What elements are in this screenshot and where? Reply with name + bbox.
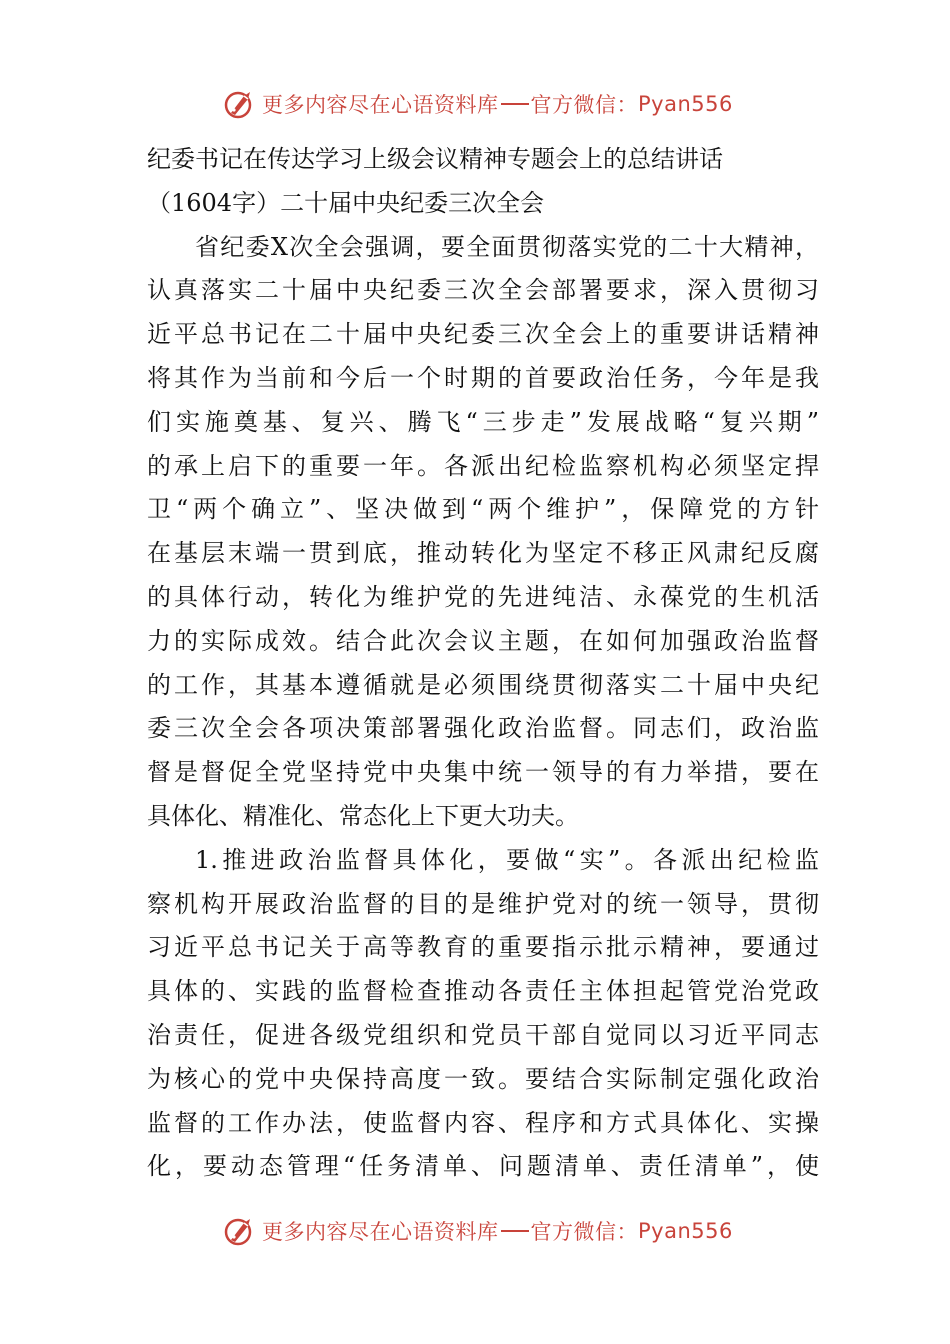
paragraph-line: 的承上启下的重要一年。各派出纪检监察机构必须坚定捍 <box>147 451 819 480</box>
pen-nib-circle-icon <box>222 86 258 122</box>
paragraph-line: 习近平总书记关于高等教育的重要指示批示精神，要通过 <box>147 933 819 962</box>
paragraph-line: 力的实际成效。结合此次会议主题，在如何加强政治监督 <box>147 626 819 655</box>
paragraph-line: 的具体行动，转化为维护党的先进纯洁、永葆党的生机活 <box>147 582 819 611</box>
banner-official-label: 官方微信： <box>530 1220 638 1244</box>
paragraph-line: 监督的工作办法，使监督内容、程序和方式具体化、实操 <box>147 1108 819 1137</box>
paragraph-line: 近平总书记在二十届中央纪委三次全会上的重要讲话精神 <box>147 320 819 349</box>
paragraph-line: 为核心的党中央保持高度一致。要结合实际制定强化政治 <box>147 1064 819 1093</box>
banner-wechat-id: Pyan556 <box>638 92 733 116</box>
paragraph-line: 察机构开展政治监督的目的是维护党对的统一领导，贯彻 <box>147 889 819 918</box>
paragraph-line: 督是督促全党坚持党中央集中统一领导的有力举措，要在 <box>147 758 819 787</box>
paragraph-line: 具体的、实践的监督检查推动各责任主体担起管党治党政 <box>147 977 819 1006</box>
paragraph-line: 治责任，促进各级党组织和党员干部自觉同以习近平同志 <box>147 1020 819 1049</box>
footer-banner <box>222 1211 733 1251</box>
paragraph-line: 将其作为当前和今后一个时期的首要政治任务，今年是我 <box>147 363 819 392</box>
paragraph-line: 具体化、精准化、常态化上下更大功夫。 <box>147 801 579 830</box>
banner-dash <box>501 103 529 105</box>
paragraph-line: 在基层末端一贯到底，推动转化为坚定不移正风肃纪反腐 <box>147 539 819 568</box>
banner-dash <box>501 1230 529 1232</box>
banner-wechat-id: Pyan556 <box>638 1219 733 1243</box>
header-banner <box>222 84 733 124</box>
banner-main-text: 更多内容尽在心语资料库 <box>262 93 499 117</box>
paragraph-line: 认真落实二十届中央纪委三次全会部署要求，深入贯彻习 <box>147 276 819 305</box>
doc-title-line-1: 纪委书记在传达学习上级会议精神专题会上的总结讲话 <box>147 145 723 173</box>
banner-main-text: 更多内容尽在心语资料库 <box>262 1220 499 1244</box>
banner-official-label: 官方微信： <box>530 93 638 117</box>
paragraph-line: 1.推进政治监督具体化，要做“实”。各派出纪检监 <box>195 845 819 874</box>
paragraph-line: 的工作，其基本遵循就是必须围绕贯彻落实二十届中央纪 <box>147 670 819 699</box>
paragraph-line: 化，要动态管理“任务清单、问题清单、责任清单”，使 <box>147 1152 819 1181</box>
paragraph-line: 省纪委X次全会强调，要全面贯彻落实党的二十大精神， <box>195 232 819 261</box>
paragraph-line: 委三次全会各项决策部署强化政治监督。同志们，政治监 <box>147 714 819 743</box>
document-body <box>147 138 819 1189</box>
paragraph-line: 们实施奠基、复兴、腾飞“三步走”发展战略“复兴期” <box>147 407 819 436</box>
paragraph-line: 卫“两个确立”、坚决做到“两个维护”，保障党的方针 <box>147 495 819 524</box>
doc-title-line-2: （1604字）二十届中央纪委三次全会 <box>147 188 545 217</box>
pen-nib-circle-icon <box>222 1213 258 1249</box>
